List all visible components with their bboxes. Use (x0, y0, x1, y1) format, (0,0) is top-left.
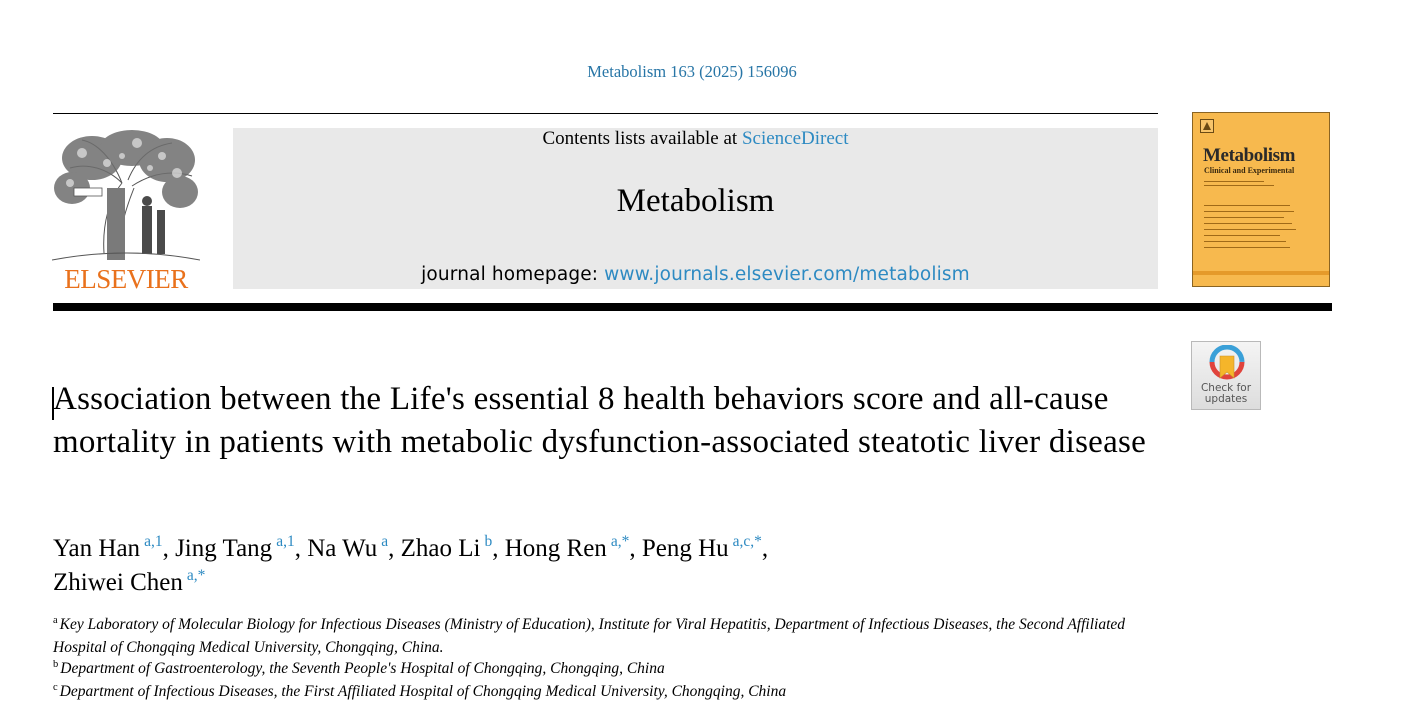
contents-prefix: Contents lists available at (542, 128, 742, 149)
cover-elsevier-icon (1200, 119, 1214, 133)
affiliation (53, 681, 1153, 704)
author-list: Yan Han $^{a,1}$, Jing Tang $^{a,1}$, Na Wu $^a$, Zhao Li $^b$, Hong Ren $^{a,*}$, Peng Hu $^{a,c,*}$, Zhiwei Chen $^{a,*}$ (53, 533, 769, 596)
journal-cover[interactable] (1192, 112, 1330, 287)
header-divider (53, 303, 1332, 311)
author-affil-sup[interactable]: a,* (186, 567, 206, 584)
cover-text-line (1204, 229, 1296, 230)
affiliation-text: Department of Infectious Diseases, the First Affiliated Hospital of Chongqing Medical University, Chongqing, China (59, 683, 787, 700)
logo-text: ELSEVIER (64, 264, 188, 292)
top-rule (53, 113, 1158, 114)
cover-text-line (1204, 223, 1292, 224)
citation-link[interactable]: Metabolism 163 (2025) 156096 (587, 62, 797, 81)
sciencedirect-link[interactable]: ScienceDirect (741, 128, 849, 149)
cover-text-line (1204, 217, 1284, 218)
author-name[interactable]: Yan Han (53, 535, 141, 562)
author[interactable] (307, 535, 388, 562)
author[interactable] (505, 535, 630, 562)
cover-text-line (1204, 235, 1280, 236)
affiliation (53, 614, 1153, 658)
update-line1: Check for (1200, 382, 1252, 394)
affiliation-list (53, 614, 1153, 704)
cover-text-line (1204, 247, 1290, 248)
article-title: Association between the Life's essential 8 health behaviors score and all-cause mortality in patients with metabolic dysfunction-associated steatotic liver disease (53, 381, 1146, 460)
author-affil-sup[interactable]: a,c,* (732, 533, 762, 550)
author-name[interactable]: Peng Hu (641, 535, 729, 562)
cover-text-line (1204, 211, 1294, 212)
author-name[interactable]: Jing Tang (175, 535, 273, 562)
journal-banner (233, 128, 1158, 289)
author-affil-sup[interactable]: a (381, 533, 389, 550)
author-affil-sup[interactable]: a,* (610, 533, 630, 550)
homepage-prefix: journal homepage: (421, 264, 605, 285)
update-line2: updates (1204, 393, 1248, 405)
author[interactable] (642, 535, 762, 562)
author-affil-sup[interactable]: a,1 (276, 533, 295, 550)
author[interactable] (175, 535, 295, 562)
journal-citation[interactable] (0, 62, 1384, 82)
author-affil-sup[interactable]: a,1 (144, 533, 163, 550)
homepage-link[interactable]: www.journals.elsevier.com/metabolism (604, 264, 970, 285)
author-name[interactable]: Na Wu (307, 535, 378, 562)
journal-name: Metabolism (616, 183, 775, 219)
cover-title: Metabolism (1203, 145, 1296, 166)
cover-bottom-band (1193, 271, 1329, 275)
affiliation-label: b (53, 659, 59, 670)
author-name[interactable]: Zhiwei Chen (53, 569, 183, 596)
elsevier-logo (52, 128, 200, 292)
author[interactable] (53, 535, 163, 562)
author-affil-sup[interactable]: b (484, 533, 493, 550)
cover-text-line (1204, 205, 1290, 206)
contents-line (233, 128, 1158, 150)
author-name[interactable]: Zhao Li (400, 535, 481, 562)
author[interactable] (53, 569, 205, 596)
check-for-updates-button[interactable] (1191, 341, 1261, 410)
homepage-line (233, 264, 1158, 285)
crossmark-icon (1209, 345, 1245, 383)
affiliation-text: Key Laboratory of Molecular Biology for Infectious Diseases (Ministry of Education), Institute for Viral Hepatitis, Department of Infectious Diseases, the Second Affiliated Hospital of Chongqing Medical University, Chongqing, China. (53, 616, 1126, 656)
affiliation-label: c (53, 682, 58, 693)
update-text (1192, 383, 1260, 405)
cover-text-line (1204, 181, 1264, 182)
affiliation-text: Department of Gastroenterology, the Seventh People's Hospital of Chongqing, Chongqing, China (60, 660, 665, 677)
author-name[interactable]: Hong Ren (504, 535, 607, 562)
cover-subtitle: Clinical and Experimental (1204, 166, 1295, 175)
affiliation (53, 658, 1153, 681)
affiliation-label: a (53, 615, 58, 626)
author[interactable] (401, 535, 493, 562)
cover-text-line (1204, 241, 1286, 242)
cover-text-line (1204, 185, 1274, 186)
